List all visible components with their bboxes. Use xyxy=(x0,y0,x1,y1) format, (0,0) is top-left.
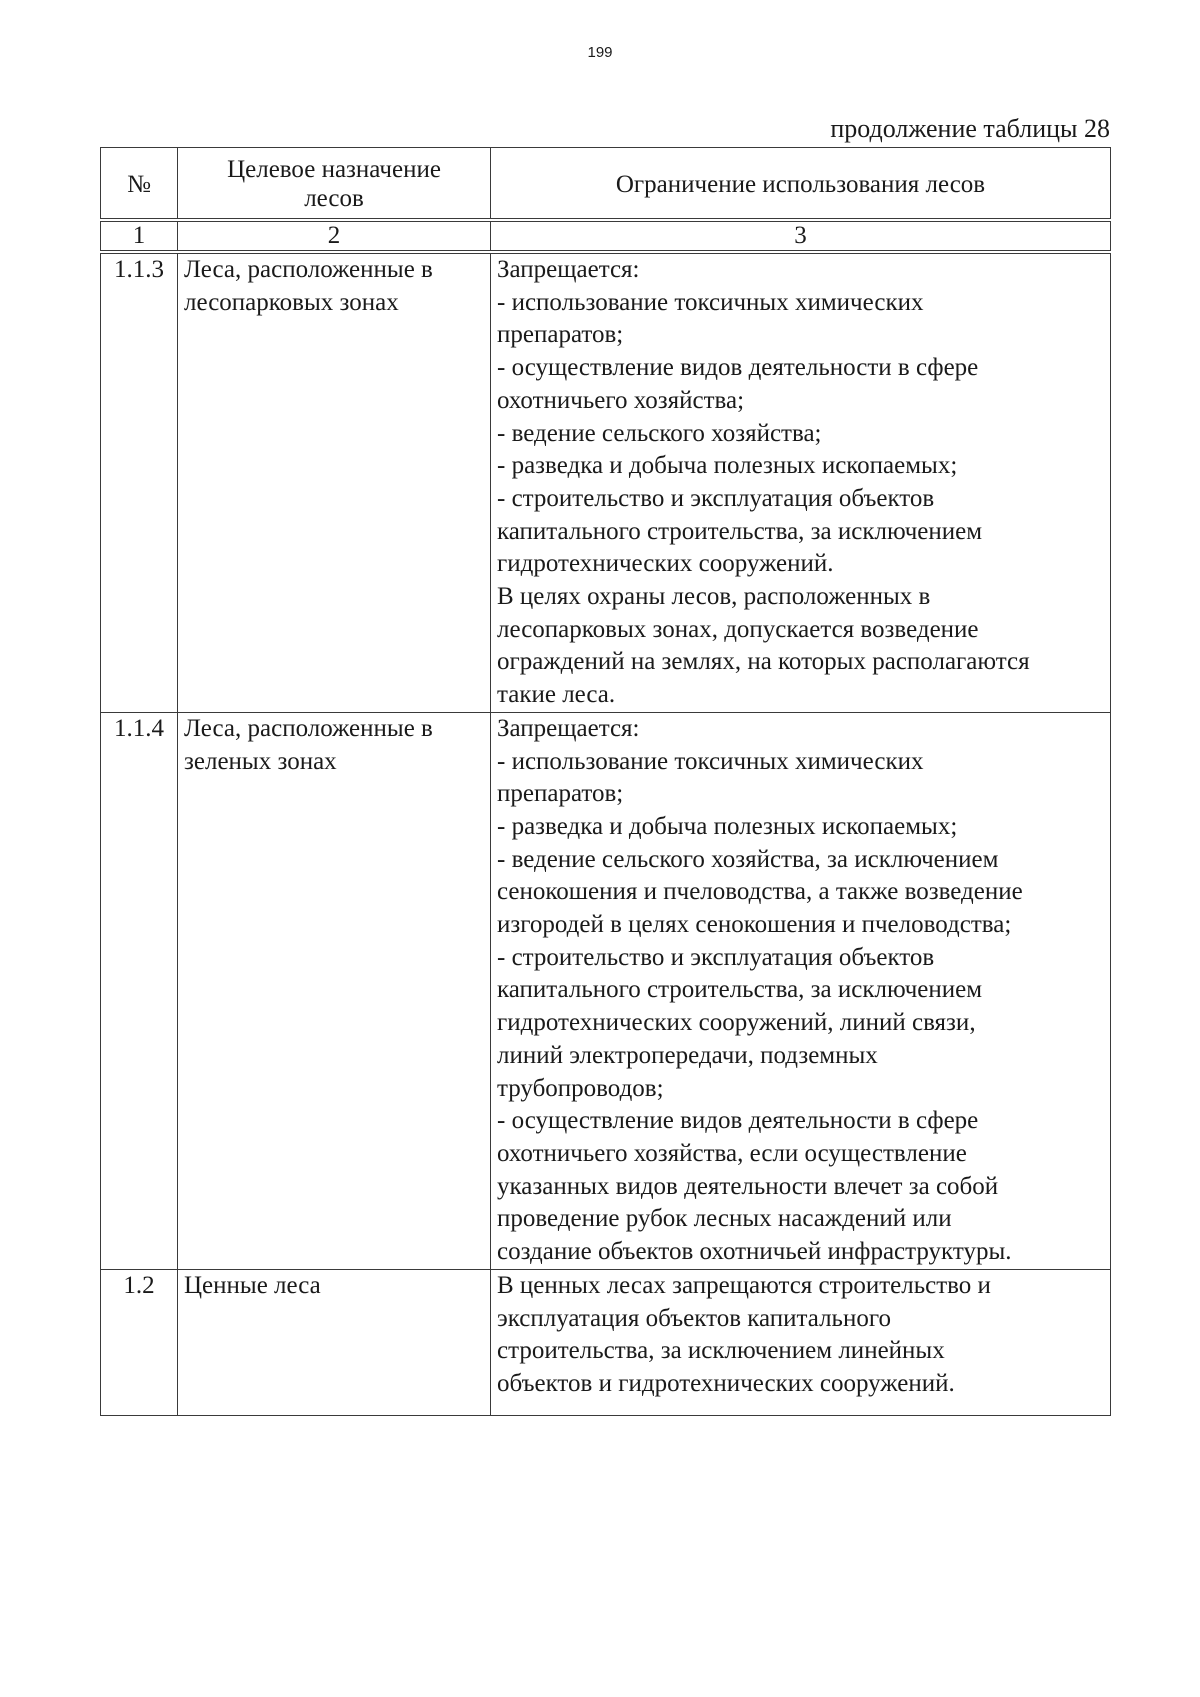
restriction-line: - разведка и добыча полезных ископаемых; xyxy=(497,452,958,480)
table-row xyxy=(101,252,1111,712)
row-restriction xyxy=(491,1269,1111,1415)
header-restriction: Ограничение использования лесов xyxy=(491,148,1111,221)
restriction-line: линий электропередачи, подземных xyxy=(497,1041,878,1069)
restriction-line: - осуществление видов деятельности в сфере xyxy=(497,1107,979,1135)
row-purpose xyxy=(178,712,491,1269)
restriction-line: создание объектов охотничьей инфраструктуры. xyxy=(497,1238,1012,1266)
column-number-row xyxy=(101,220,1111,252)
row-purpose xyxy=(178,252,491,712)
restriction-line: объектов и гидротехнических сооружений. xyxy=(497,1369,955,1397)
restriction-line: - разведка и добыча полезных ископаемых; xyxy=(497,812,958,840)
restriction-line: ограждений на землях, на которых располагаются xyxy=(497,648,1030,676)
restriction-line: - осуществление видов деятельности в сфере xyxy=(497,354,979,382)
restriction-line: капитального строительства, за исключением xyxy=(497,517,983,545)
restriction-line: эксплуатация объектов капитального xyxy=(497,1304,891,1332)
restriction-line: указанных видов деятельности влечет за собой xyxy=(497,1172,999,1200)
restriction-line: Запрещается: xyxy=(497,256,640,283)
restriction-line: охотничьего хозяйства, если осуществление xyxy=(497,1139,967,1167)
row-number: 1.1.3 xyxy=(101,252,178,712)
restriction-line: сенокошения и пчеловодства, а также возведение xyxy=(497,878,1023,906)
restriction-line: препаратов; xyxy=(497,321,624,349)
restriction-line: - использование токсичных химических xyxy=(497,288,924,316)
header-purpose-line: лесов xyxy=(304,185,364,212)
page-number: 199 xyxy=(587,44,613,61)
header-purpose xyxy=(178,148,491,221)
restriction-line: Запрещается: xyxy=(497,714,640,742)
restriction-line: строительства, за исключением линейных xyxy=(497,1337,945,1365)
purpose-line: зеленых зонах xyxy=(184,747,337,775)
table-header-row xyxy=(101,148,1111,221)
restriction-line: проведение рубок лесных насаждений или xyxy=(497,1205,952,1233)
row-number: 1.2 xyxy=(101,1269,178,1415)
restriction-line: гидротехнических сооружений. xyxy=(497,550,834,578)
purpose-line: Леса, расположенные в xyxy=(184,714,433,742)
restriction-line: препаратов; xyxy=(497,780,624,808)
purpose-line: лесопарковых зонах xyxy=(184,288,399,316)
restriction-line: гидротехнических сооружений, линий связи, xyxy=(497,1009,976,1037)
table-row xyxy=(101,712,1111,1269)
restriction-line: - использование токсичных химических xyxy=(497,747,924,775)
restriction-line: изгородей в целях сенокошения и пчеловодства; xyxy=(497,911,1012,939)
purpose-line: Леса, расположенные в xyxy=(184,256,433,283)
restriction-line: капитального строительства, за исключением xyxy=(497,976,983,1004)
column-number: 1 xyxy=(101,220,178,252)
row-number: 1.1.4 xyxy=(101,712,178,1269)
restriction-line: - строительство и эксплуатация объектов xyxy=(497,943,935,971)
table-continuation-caption: продолжение таблицы 28 xyxy=(830,114,1110,143)
forest-restrictions-table xyxy=(100,147,1111,1416)
header-purpose-line: Целевое назначение xyxy=(227,156,441,183)
column-number: 3 xyxy=(491,220,1111,252)
row-restriction xyxy=(491,252,1111,712)
restriction-line: - ведение сельского хозяйства; xyxy=(497,419,822,447)
table-row xyxy=(101,1269,1111,1415)
column-number: 2 xyxy=(178,220,491,252)
restriction-spacer xyxy=(497,1401,1104,1415)
restriction-line: В ценных лесах запрещаются строительство и xyxy=(497,1271,991,1299)
restriction-line: охотничьего хозяйства; xyxy=(497,386,745,414)
restriction-line: лесопарковых зонах, допускается возведение xyxy=(497,615,979,643)
restriction-line: трубопроводов; xyxy=(497,1074,664,1102)
header-number: № xyxy=(101,148,178,221)
row-purpose xyxy=(178,1269,491,1415)
restriction-line: - ведение сельского хозяйства, за исключением xyxy=(497,845,999,873)
restriction-line: В целях охраны лесов, расположенных в xyxy=(497,583,931,611)
purpose-line: Ценные леса xyxy=(184,1271,321,1299)
restriction-line: - строительство и эксплуатация объектов xyxy=(497,484,935,512)
row-restriction xyxy=(491,712,1111,1269)
restriction-line: такие леса. xyxy=(497,681,616,709)
